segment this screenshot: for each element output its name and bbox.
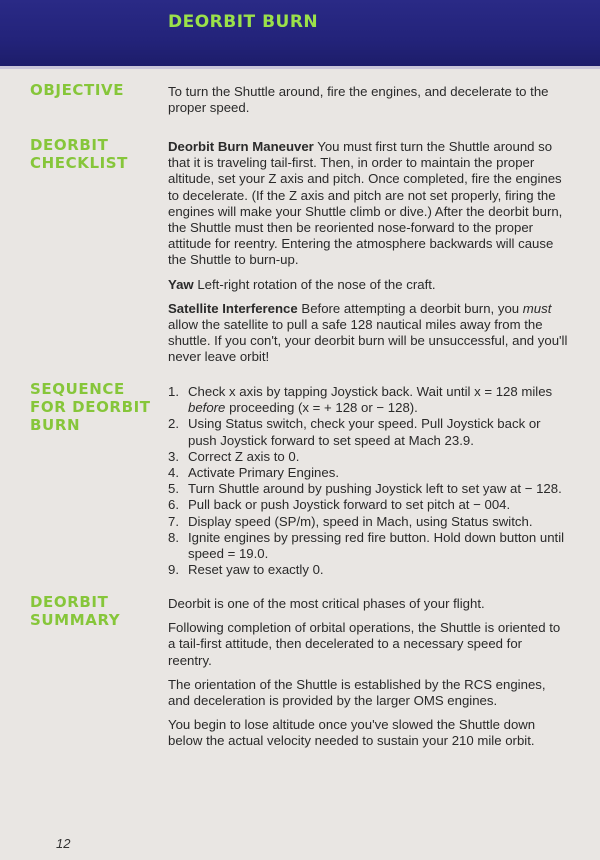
sequence-step — [168, 514, 568, 530]
summary-heading-line2: SUMMARY — [30, 611, 121, 629]
sequence-step — [168, 497, 568, 513]
checklist-heading — [30, 136, 160, 172]
page-title: DEORBIT BURN — [168, 12, 319, 32]
step-number: 5. — [168, 481, 179, 497]
sequence-heading-line1: SEQUENCE — [30, 380, 125, 398]
step-emphasis: before — [188, 400, 226, 416]
step-number: 6. — [168, 497, 179, 513]
satellite-paragraph — [168, 301, 568, 366]
satellite-text-1: Before attempting a deorbit burn, you — [297, 300, 523, 316]
summary-heading — [30, 593, 160, 629]
objective-body — [168, 84, 568, 124]
objective-text: To turn the Shuttle around, fire the engines, and decelerate to the proper speed. — [168, 84, 549, 116]
maneuver-heading: Deorbit Burn Maneuver — [168, 139, 314, 154]
step-text: Reset yaw to exactly 0. — [188, 562, 324, 578]
step-number: 7. — [168, 513, 179, 529]
maneuver-text: You must first turn the Shuttle around so that it is traveling tail-first. Then, in order to maintain the proper altitude, set your Z axis and pitch. Once completed, fire the engines to decelerate. (If the Z axis and pitch are not set properly, firing the engines will make your Shuttle climb or dive.) After the deorbit burn, the Shuttle must then be reoriented nose-forward to the proper attitude for reentry. Entering the atmosphere backwards will cause the Shuttle to burn-up. — [168, 139, 563, 268]
step-number: 3. — [168, 448, 179, 464]
sequence-step — [168, 530, 568, 562]
step-text: Correct Z axis to 0. — [188, 448, 300, 464]
step-number: 4. — [168, 465, 179, 481]
yaw-paragraph — [168, 277, 568, 293]
checklist-heading-line2: CHECKLIST — [30, 154, 129, 172]
sequence-step — [168, 562, 568, 578]
step-text: Using Status switch, check your speed. Pull Joystick back or push Joystick forward to set speed at Mach 23.9. — [188, 416, 541, 448]
sequence-body — [168, 384, 568, 578]
page-number: 12 — [56, 836, 71, 851]
objective-heading — [30, 81, 160, 99]
summary-body — [168, 596, 568, 758]
satellite-text-2: allow the satellite to pull a safe 128 nautical miles away from the shuttle. If you con't, your deorbit burn will be unsuccessful, and you'll never leave orbit! — [168, 317, 568, 365]
satellite-heading: Satellite Interference — [168, 300, 298, 316]
sequence-step — [168, 465, 568, 481]
step-text: Turn Shuttle around by pushing Joystick left to set yaw at − 128. — [188, 481, 562, 497]
step-number: 2. — [168, 416, 179, 432]
step-number: 8. — [168, 529, 179, 545]
step-text: Pull back or push Joystick forward to set pitch at − 004. — [188, 497, 511, 513]
summary-paragraph: The orientation of the Shuttle is established by the RCS engines, and deceleration is provided by the larger OMS engines. — [168, 676, 546, 709]
step-number: 9. — [168, 562, 179, 578]
sequence-step — [168, 449, 568, 465]
satellite-emphasis: must — [522, 300, 552, 316]
step-text: Ignite engines by pressing red fire button. Hold down button until speed = 19.0. — [188, 529, 565, 562]
step-text: Check x axis by tapping Joystick back. Wait until x = 128 miles — [188, 384, 553, 399]
step-text: Display speed (SP/m), speed in Mach, using Status switch. — [188, 513, 533, 529]
yaw-text: Left-right rotation of the nose of the craft. — [193, 276, 436, 292]
summary-paragraph: Following completion of orbital operations, the Shuttle is oriented to a tail-first attitude, then decelerated to a necessary speed for reentry. — [168, 620, 561, 668]
sequence-heading-line3: BURN — [30, 416, 81, 434]
checklist-heading-line1: DEORBIT — [30, 136, 109, 154]
summary-paragraph: Deorbit is one of the most critical phases of your flight. — [168, 596, 485, 611]
step-number: 1. — [168, 384, 179, 399]
sequence-heading-line2: FOR DEORBIT — [30, 398, 151, 416]
sequence-steps — [168, 384, 568, 578]
sequence-step — [168, 481, 568, 497]
step-text: Activate Primary Engines. — [188, 465, 339, 481]
summary-paragraph: You begin to lose altitude once you've slowed the Shuttle down below the actual velocity needed to sustain your 210 mile orbit. — [168, 717, 536, 749]
step-text-tail: proceeding (x = + 128 or − 128). — [225, 400, 418, 416]
checklist-body — [168, 139, 568, 374]
sequence-heading — [30, 380, 160, 434]
yaw-heading: Yaw — [168, 276, 194, 292]
header-band — [0, 0, 600, 69]
summary-heading-line1: DEORBIT — [30, 593, 109, 611]
sequence-step — [168, 384, 568, 416]
sequence-step — [168, 416, 568, 448]
maneuver-paragraph — [168, 139, 568, 269]
objective-heading-text: OBJECTIVE — [30, 81, 125, 99]
